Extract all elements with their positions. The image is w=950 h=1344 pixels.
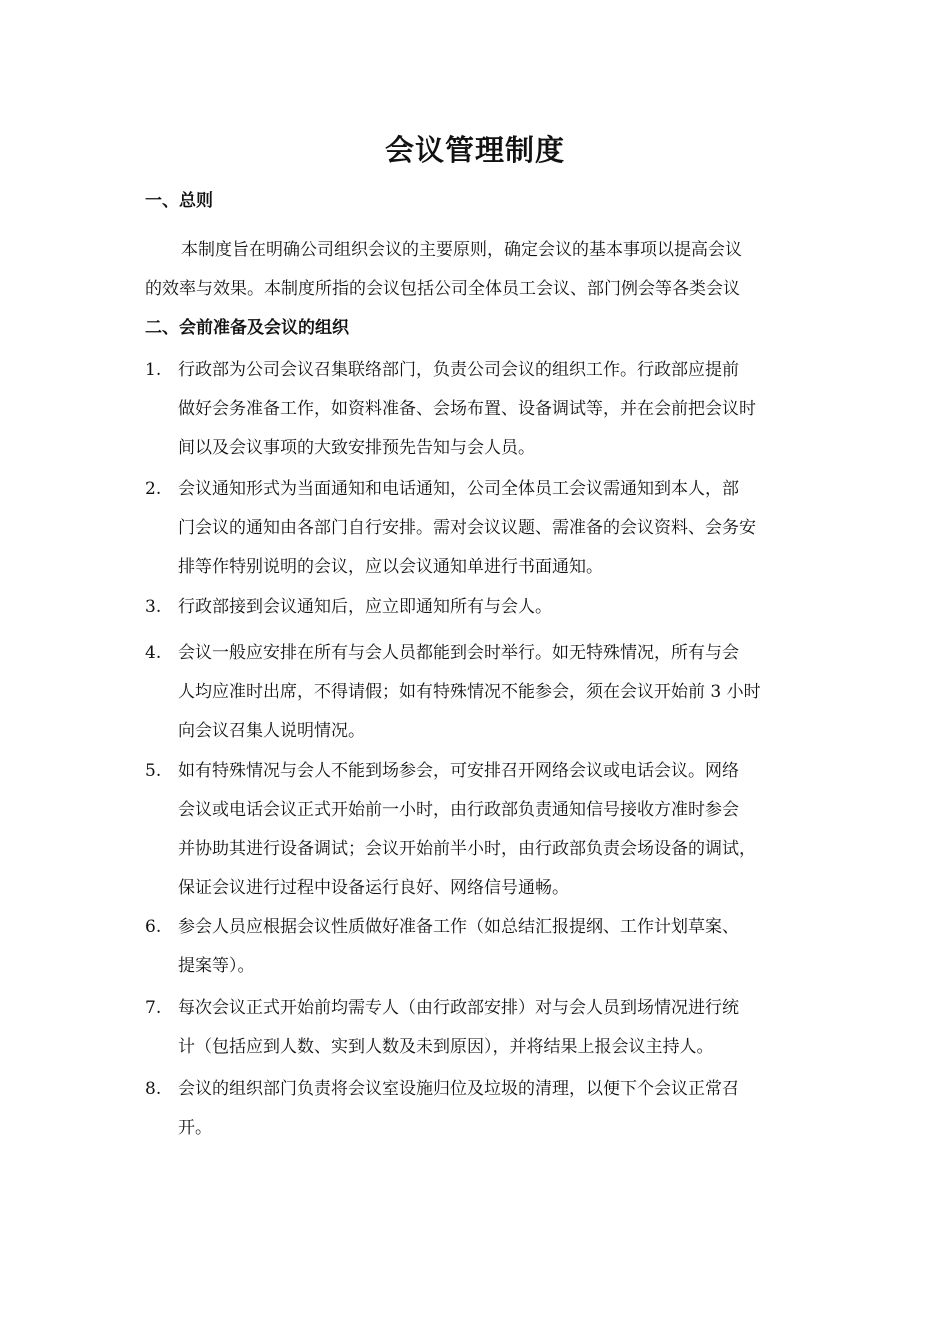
item-line: 保证会议进行过程中设备运行良好、网络信号通畅。 [178,878,569,898]
item-line: 间以及会议事项的大致安排预先告知与会人员。 [178,438,535,458]
page-title: 会议管理制度 [384,133,565,167]
item-number: 1. [145,360,162,380]
list-item [145,752,810,908]
item-number: 6. [145,917,162,937]
item-line: 开。 [178,1118,212,1138]
item-line: 行政部接到会议通知后，应立即通知所有与会人。 [178,597,552,617]
item-line: 行政部为公司会议召集联络部门，负责公司会议的组织工作。行政部应提前 [178,360,739,380]
item-number: 3. [145,597,162,617]
item-line: 排等作特别说明的会议，应以会议通知单进行书面通知。 [178,557,603,577]
list-item [145,588,810,627]
item-line: 每次会议正式开始前均需专人（由行政部安排）对与会人员到场情况进行统 [178,998,739,1018]
list-item [145,351,810,468]
item-line: 人均应准时出席，不得请假；如有特殊情况不能参会，须在会议开始前 3 小时 [178,682,761,702]
item-line: 提案等）。 [178,956,255,976]
item-line: 参会人员应根据会议性质做好准备工作（如总结汇报提纲、工作计划草案、 [178,917,739,937]
item-number: 2. [145,479,162,499]
item-line: 会议通知形式为当面通知和电话通知，公司全体员工会议需通知到本人，部 [178,479,739,499]
item-number: 4. [145,643,162,663]
item-line: 做好会务准备工作，如资料准备、会场布置、设备调试等，并在会前把会议时 [178,399,756,419]
list-item [145,908,810,986]
list-item [145,1070,810,1148]
paragraph-line: 的效率与效果。本制度所指的会议包括公司全体员工会议、部门例会等各类会议 [145,279,740,299]
item-number: 5. [145,761,162,781]
list-item [145,634,810,751]
section-heading-general: 一、总则 [145,191,213,211]
item-line: 门会议的通知由各部门自行安排。需对会议议题、需准备的会议资料、会务安 [178,518,756,538]
list-item [145,470,810,587]
item-line: 向会议召集人说明情况。 [178,721,365,741]
item-number: 7. [145,998,162,1018]
paragraph-line: 本制度旨在明确公司组织会议的主要原则，确定会议的基本事项以提高会议 [181,240,742,260]
item-line: 会议的组织部门负责将会议室设施归位及垃圾的清理，以便下个会议正常召 [178,1079,739,1099]
item-line: 并协助其进行设备调试；会议开始前半小时，由行政部负责会场设备的调试， [178,839,756,859]
list-item [145,989,810,1067]
item-number: 8. [145,1079,162,1099]
item-line: 如有特殊情况与会人不能到场参会，可安排召开网络会议或电话会议。网络 [178,761,739,781]
item-line: 会议或电话会议正式开始前一小时，由行政部负责通知信号接收方准时参会 [178,800,739,820]
section-general-paragraph [145,231,810,309]
section-heading-preparation: 二、会前准备及会议的组织 [145,318,349,338]
item-line: 计（包括应到人数、实到人数及未到原因），并将结果上报会议主持人。 [178,1037,714,1057]
item-line: 会议一般应安排在所有与会人员都能到会时举行。如无特殊情况，所有与会 [178,643,739,663]
